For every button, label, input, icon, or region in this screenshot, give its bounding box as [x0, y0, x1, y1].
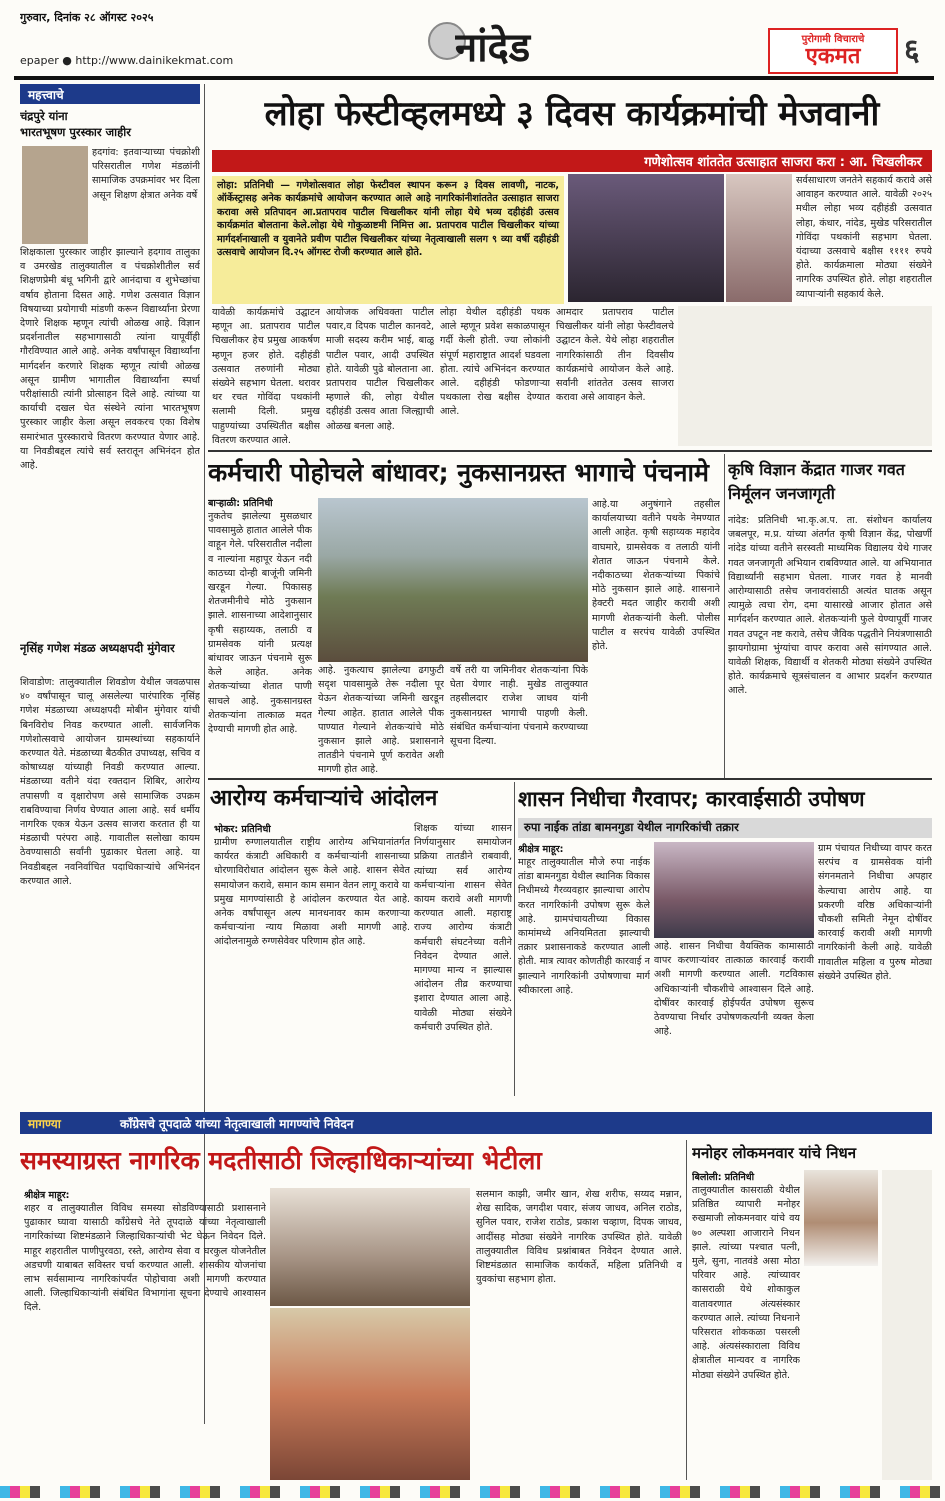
bottom-col2: सलमान काझी, जमीर खान, शेख शरीफ, सय्यद मन्नान, शेख सादिक, जगदीश पवार, संजय जाधव, अनिल राठोड, सुनिल पवार, राजेश राठोड, प्रकाश चव्हाण, दिपक जाधव, आदींसह मोठ्या संख्येने नागरिक उपस्थित होते. यावेळी तालुक्यातील विविध प्रश्नांबाबत निवेदन देण्यात आले. शिष्टमंडळात सामाजिक कार्यकर्ते, महिला प्रतिनिधी व युवकांचा सहभाग होता. [476, 1189, 682, 1286]
sidebar-section-label: महत्त्वाचे [20, 84, 200, 104]
bottom-headline: समस्याग्रस्त नागरिक मदतीसाठी जिल्हाधिकाऱ्यांच्या भेटीला [20, 1146, 542, 1175]
obituary-divider [686, 1140, 687, 1480]
page-city-title: नांदेड [455, 25, 531, 68]
story1-kicker: चंद्रपुरे यांना [20, 109, 68, 123]
panchnama-headline: कर्मचारी पोहोचले बांधावर; नुकसानग्रस्त भागाचे पंचनामे [208, 458, 709, 487]
story1-body-intro: हदगांव: इतवाऱ्याच्या पंचक्रोशी परिसरातील गणेश मंडळांनी सामाजिक उपक्रमांवर भर दिला असून शिक्षण क्षेत्रात अनेक वर्षे [92, 147, 200, 201]
nidhi-dateline: श्रीक्षेत्र माहूर: [518, 844, 564, 855]
obituary-body: तालुक्यातील कासराळी येथील प्रतिष्ठित व्यापारी मनोहर रुखमाजी लोकमनवार यांचे वय ७० अल्पशा आजाराने निधन झाले. त्यांच्या पश्चात पत्नी, मुले, सुना, नातवंडे असा मोठा परिवार आहे. त्यांच्यावर कासराळी येथे शोकाकुल वातावरणात अंत्यसंस्कार करण्यात आले. त्यांच्या निधनाने परिसरात शोककळा पसरली आहे. अंत्यसंस्काराला विविध क्षेत्रातील मान्यवर व नागरिक मोठ्या संख्येने उपस्थित होते. [692, 1185, 800, 1381]
obituary-headline: मनोहर लोकमनवार यांचे निधन [692, 1144, 857, 1162]
epaper-link[interactable]: epaper ● http://www.dainikekmat.com [20, 54, 234, 67]
story2-body: शिवाडोण: तालुक्यातील शिवडोण येथील जवळपास ४० वर्षांपासून चालू असलेल्या पारंपारिक नृसिंह गणेश मंडळाच्या अध्यक्षपदी मोबीन मुंगेवार यांची बिनविरोध निवड करण्यात आली. सार्वजनिक गणेशोत्सवाचे आयोजन ग्रामस्थांच्या सहकार्याने करण्यात येते. मंडळाच्या बैठकीत उपाध्यक्ष, सचिव व कोषाध्यक्ष यांच्याही निवडी करण्यात आल्या. मंडळाच्या वतीने यंदा रक्तदान शिबिर, आरोग्य तपासणी व वृक्षारोपण असे सामाजिक उपक्रम राबविण्याचा निर्णय घेण्यात आला आहे. सर्व धर्मीय नागरिक एकत्र येऊन उत्सव साजरा करतात ही या मंडळाची परंपरा आहे. गावातील सलोखा कायम ठेवण्यासाठी सर्वांनी पुढाकार घेतला आहे. या निवडीबद्दल नवनिर्वाचित पदाधिकाऱ्यांचे अभिनंदन करण्यात आले. [20, 677, 200, 887]
brand-tagline: पुरोगामी विचाराचे [801, 34, 865, 45]
krishi-divider [724, 454, 725, 778]
nidhi-divider [514, 782, 515, 1096]
panchnama-col1: नुकतेच झालेल्या मुसळधार पावसामुळे हातात आलेले पीक वाहून गेले. परिसरातील नदीला व नाल्यांना महापूर येऊन नदी काठच्या दोन्ही बाजूंनी जमिनी खरडून गेल्या. पिकासह शेतजमीनीचे मोठे नुकसान झाले. शासनाच्या आदेशानुसार कृषी सहाय्यक, तलाठी व ग्रामसेवक यांनी प्रत्यक्ष बांधावर जाऊन पंचनामे सुरू केले आहेत. अनेक शेतकऱ्यांच्या शेतात पाणी साचले आहे. नुकसानग्रस्त शेतकऱ्यांना तात्काळ मदत देण्याची मागणी होत आहे. [208, 511, 312, 736]
nidhi-protest-photo [654, 842, 814, 938]
nidhi-headline: शासन निधीचा गैरवापर; कारवाईसाठी उपोषण [518, 787, 865, 811]
bottom-strip-text: काँग्रेसचे तूपदाळे यांच्या नेतृत्वाखाली मागण्यांचे निवेदन [120, 1117, 354, 1131]
nidhi-col1: माहूर तालुक्यातील मौजे रुपा नाईक तांडा बामनगुडा येथील स्थानिक विकास निधीमध्ये गैरव्यवहार झाल्याचा आरोप करत नागरिकांनी उपोषण सुरू केले आहे. ग्रामपंचायतीच्या विकास कामांमध्ये अनियमितता झाल्याची तक्रार प्रशासनाकडे करण्यात आली होती. मात्र त्यावर कोणतीही कारवाई न झाल्याने नागरिकांनी उपोषणाचा मार्ग स्वीकारला आहे. [518, 857, 650, 996]
lead-col5-top: सर्वसाधारण जनतेने सहकार्य करावे असे आवाहन करण्यात आले. यावेळी २०२५ मधील लोहा भव्य दहीहंडी उत्सवात लोहा, कंधार, नांदेड, मुखेड परिसरातील गोविंदा पथकांनी सहभाग घेतला. यंदाच्या उत्सवाचे बक्षीस ११११ रुपये होते. कार्यक्रमाला मोठ्या संख्येने नागरिक उपस्थित होते. लोहा शहरातील व्यापाऱ्यांनी सहकार्य केले. [796, 175, 932, 300]
bottom-photo-office [270, 1188, 470, 1306]
panchnama-field-photo [318, 498, 588, 662]
story1-body: शिक्षकाला पुरस्कार जाहीर झाल्याने हदगाव तालुका व उमरखेड तालुक्यातील व पंचक्रोशीतील सर्व शिक्षणप्रेमी बंधू भगिनी द्वारे आनंदाचा व शुभेच्छांचा वर्षाव होताना दिसत आहे. गणेश उत्सवात विज्ञान विषयाच्या प्रयोगाची मांडणी करून विद्यार्थ्यांना प्रेरणा देणारे शिक्षक म्हणून त्यांची ओळख आहे. विज्ञान प्रदर्शनातील सहभागासाठी त्यांना यापूर्वीही गौरविण्यात आले आहे. अनेक वर्षांपासून विद्यार्थ्यांना मार्गदर्शन करणारे शिक्षक म्हणून त्यांची ओळख असून ग्रामीण भागातील विद्यार्थ्यांना स्पर्धा परीक्षांसाठी त्यांनी प्रोत्साहन दिले आहे. त्यांच्या या कार्याची दखल घेत संस्थेने त्यांना भारतभूषण पुरस्कार जाहीर केला असून लवकरच एका विशेष समारंभात पुरस्काराचे वितरण करण्यात येणार आहे. या निवडीबद्दल त्यांचे सर्व स्तरातून अभिनंदन होत आहे. [20, 247, 200, 472]
print-registration-bar [0, 1486, 945, 1498]
krishi-body: नांदेड: प्रतिनिधी भा.कृ.अ.प. ता. संशोधन कार्यालय जबलपूर, म.प्र. यांच्या अंतर्गत कृषी विज्ञान केंद्र, पोखर्णी नांदेड यांच्या वतीने सरस्वती माध्यमिक विद्यालय येथे गाजर गवत जनजागृती अभियान राबविण्यात आले. या अभियानात विद्यार्थ्यांनी सहभाग घेतला. गाजर गवत हे मानवी आरोग्यासाठी तसेच जनावरांसाठी अत्यंत घातक असून त्यामुळे त्वचा रोग, दमा यासारखे आजार होतात असे मार्गदर्शन करण्यात आले. शेतकऱ्यांनी फुले येण्यापूर्वी गाजर गवत उपटून नष्ट करावे, तसेच जैविक पद्धतीने नियंत्रणासाठी झायगोग्रामा भुंग्यांचा वापर करावा असे सांगण्यात आले. यावेळी शिक्षक, विद्यार्थी व शेतकरी मोठ्या संख्येने उपस्थित होते. कार्यक्रमाचे सूत्रसंचालन व आभार प्रदर्शन करण्यात आले. [728, 515, 932, 697]
lead-col3: लोहा येथील दहीहंडी पथक आले म्हणून प्रवेश सकाळपासून गर्दी केली होती. ज्या लोकांनी संपूर्ण महाराष्ट्रात आदर्श घडवला होता. त्यांचे अभिनंदन करण्यात आले. दहीहंडी फोडणाऱ्या पथकाला रोख बक्षीस देण्यात आले. [440, 307, 550, 418]
bottom-strip [20, 1112, 932, 1134]
lead-photo-stage [568, 174, 724, 302]
edition-date: गुरुवार, दिनांक २८ ऑगस्ट २०२५ [20, 11, 154, 24]
lead-headline: लोहा फेस्टीव्हलमध्ये ३ दिवस कार्यक्रमांची मेजवानी [264, 94, 880, 134]
nidhi-col3: ग्राम पंचायत निधीच्या वापर करत सरपंच व ग्रामसेवक यांनी संगनमताने निधीचा अपहार केल्याचा आरोप आहे. या प्रकरणी वरिष्ठ अधिकाऱ्यांनी चौकशी समिती नेमून दोषींवर कारवाई करावी अशी मागणी नागरिकांनी केली आहे. यावेळी गावातील महिला व पुरुष मोठ्या संख्येने उपस्थित होते. [818, 843, 932, 982]
sidebar-story1-heading [20, 108, 200, 144]
brand-name: एकमत [805, 44, 861, 69]
story1-photo [22, 146, 88, 244]
newspaper-logo [768, 28, 898, 74]
lead-col-blank [678, 306, 932, 446]
obituary-dateline: बिलोली: प्रतिनिधी [692, 1172, 755, 1183]
lead-col1: यावेळी कार्यक्रमांचे उद्घाटन म्हणून आ. प्रतापराव पाटील चिखलीकर हेच प्रमुख आकर्षण म्हणून हजर होते. दहीहंडी उत्सवात तरुणांनी मोठ्या संख्येने सहभाग घेतला. थरावर थर रचत गोविंदा पथकांनी सलामी दिली. प्रमुख पाहुण्यांच्या उपस्थितीत बक्षीस वितरण करण्यात आले. [212, 307, 320, 446]
bottom-col1: शहर व तालुक्यातील विविध समस्या सोडविण्यासाठी प्रशासनाने पुढाकार घ्यावा यासाठी काँग्रेसचे नेते तूपदाळे यांच्या नेतृत्वाखाली नागरिकांच्या शिष्टमंडळाने जिल्हाधिकाऱ्यांची भेट घेऊन निवेदन दिले. माहूर शहरातील पाणीपुरवठा, रस्ते, आरोग्य सेवा व घरकुल योजनेतील अडचणी याबाबत सविस्तर चर्चा करण्यात आली. शासकीय योजनांचा लाभ सर्वसामान्य नागरिकांपर्यंत पोहोचावा अशी मागणी करण्यात आली. जिल्हाधिकाऱ्यांनी संबंधित विभागांना सूचना देण्याचे आश्वासन दिले. [24, 1203, 266, 1314]
bottom-photo-group [270, 1308, 470, 1480]
bottom-dateline: श्रीक्षेत्र माहूर: [24, 1190, 70, 1201]
lead-bottom-rule [208, 450, 932, 452]
lead-col4: आमदार प्रतापराव पाटील चिखलीकर यांनी लोहा फेस्टीवलचे उद्घाटन केले. येथे लोहा शहरातील नागरिकांसाठी तीन दिवसीय कार्यक्रमांचे आयोजन केले आहे. सर्वांनी शांततेत उत्सव साजरा करावा असे आवाहन केले. [556, 307, 674, 404]
panchnama-dateline: बाऱ्हाळी: प्रतिनिधी [208, 498, 273, 509]
obituary-col-blank [882, 1170, 932, 1480]
lead-col2: आयोजक अधिवक्ता पाटील पवार,व दिपक पाटील कानवटे, माजी सदस्य करीम भाई, बाळू पाटील पवार, आदी उपस्थित होते. यावेळी पुढे बोलताना आ. प्रतापराव पाटील चिखलीकर म्हणाले की, लोहा येथील दहीहंडी उत्सव आता जिल्ह्याची ओळख बनला आहे. [326, 307, 434, 432]
panchnama-col2: आहे. नुकत्याच झालेल्या ढगफुटी सदृश पावसामुळे तेरू नदीला पूर येऊन शेतकऱ्यांच्या जमिनी खरडून गेल्या आहेत. हातात आलेले पीक पाण्यात गेल्याने शेतकऱ्यांचे मोठे नुकसान झाले आहे. प्रशासनाने तातडीने पंचनामे पूर्ण करावेत अशी मागणी होत आहे. [318, 665, 444, 776]
story2-headline: नृसिंह गणेश मंडळ अध्यक्षपदी मुंगेवार [20, 641, 175, 655]
lead-intro-box: लोहा: प्रतिनिधी — गणेशोत्सवात लोहा फेस्टीवल स्थापन करून ३ दिवस लावणी, नाटक, ऑर्केस्ट्रासह अनेक कार्यक्रमांचे आयोजन करण्यात आले आहे नागरिकांनीशांततेत उत्साहात साजरा करावा असे प्रतिपादन आ.प्रतापराव पाटील चिखलीकर यांनी लोहा येथे भव्य दहीहंडी उत्सव कार्यक्रमांत बोलताना केले.लोहा येथे गोकुळाष्टमी निमित्त आ. प्रतापराव पाटील चिखलीकर यांच्या मार्गदर्शनाखाली व युवानेते प्रवीण पाटील चिखलीकर यांच्या नेतृत्वाखाली सलग ९ व्या वर्षी दहीहंडी उत्सवाचे आयोजन दि.२५ ऑगस्ट रोजी करण्यात आले होते. [212, 176, 564, 304]
panchnama-col4: आहे.या अनुषंगाने तहसील कार्यालयाच्या वतीने पथके नेमण्यात आली आहेत. कृषी सहाय्यक महादेव वाघमारे, ग्रामसेवक व तलाठी यांनी शेतात जाऊन पंचनामे केले. नदीकाठच्या शेतकऱ्यांच्या पिकांचे मोठे नुकसान झाले आहे. शासनाने हेक्टरी मदत जाहीर करावी अशी मागणी शेतकऱ्यांनी केली. पोलीस पाटील व सरपंच यावेळी उपस्थित होते. [592, 499, 720, 653]
arogya-col2: शिक्षक यांच्या शासन निर्णयानुसार समायोजन प्रक्रिया तातडीने राबवावी, त्यांच्या सर्व आरोग्य कर्मचाऱ्यांना शासन सेवेत कायम करावे अशी मागणी करण्यात आली. महाराष्ट्र राज्य आरोग्य कंत्राटी कर्मचारी संघटनेच्या वतीने निवेदन देण्यात आले. मागण्या मान्य न झाल्यास आंदोलन तीव्र करण्याचा इशारा देण्यात आला आहे. यावेळी मोठ्या संख्येने कर्मचारी उपस्थित होते. [414, 823, 512, 1033]
nidhi-col2: आहे. शासन निधीचा वैयक्तिक कामासाठी वापर करणाऱ्यांवर तात्काळ कारवाई करावी अशी मागणी करण्यात आली. गटविकास अधिकाऱ्यांनी चौकशीचे आश्वासन दिले आहे. दोषींवर कारवाई होईपर्यंत उपोषण सुरूच ठेवण्याचा निर्धार उपोषणकर्त्यांनी व्यक्त केला आहे. [654, 941, 814, 1038]
arogya-col1: ग्रामीण रुग्णालयातील राष्ट्रीय आरोग्य अभियानांतर्गत कार्यरत कंत्राटी अधिकारी व कर्मचाऱ्यांनी शासनाच्या धोरणाविरोधात आंदोलन सुरू केले आहे. शासन सेवेत समायोजन करावे, समान काम समान वेतन लागू करावे या प्रमुख मागण्यांसाठी हे आंदोलन करण्यात येत आहे. अनेक वर्षांपासून अल्प मानधनावर काम करणाऱ्या कर्मचाऱ्यांना न्याय मिळावा अशी मागणी आहे. आंदोलनामुळे रुग्णसेवेवर परिणाम होत आहे. [214, 837, 410, 948]
nidhi-subhead: रुपा नाईक तांडा बामनगुडा येथील नागरिकांची तक्रार [518, 818, 932, 838]
page-number: ६ [904, 33, 920, 68]
lead-photo-crowd [726, 174, 792, 302]
header-rule [14, 76, 934, 80]
obituary-portrait [804, 1170, 878, 1266]
lead-subhead-banner: गणेशोत्सव शांततेत उत्साहात साजरा करा : आ. चिखलीकर [560, 150, 932, 172]
arogya-headline: आरोग्य कर्मचाऱ्यांचे आंदोलन [210, 786, 438, 811]
arogya-dateline: भोकर: प्रतिनिधी [214, 824, 271, 835]
krishi-headline: कृषि विज्ञान केंद्रात गाजर गवत निर्मूलन जनजागृती [728, 460, 905, 503]
lead-banner-bar [212, 150, 560, 172]
story1-headline: भारतभूषण पुरस्कार जाहीर [20, 125, 131, 139]
bottom-strip-tag: मागण्या [28, 1117, 61, 1131]
panchnama-col3: वर्षे तरी या जमिनीवर शेतकऱ्यांना पिके घेता येणार नाही. मुखेड तालुक्यात तहसीलदार राजेश जाधव यांनी नुकसानग्रस्त भागाची पाहणी केली. संबंधित कर्मचाऱ्यांना पंचनामे करण्याच्या सूचना दिल्या. [450, 665, 588, 748]
mid-rule [208, 778, 932, 780]
